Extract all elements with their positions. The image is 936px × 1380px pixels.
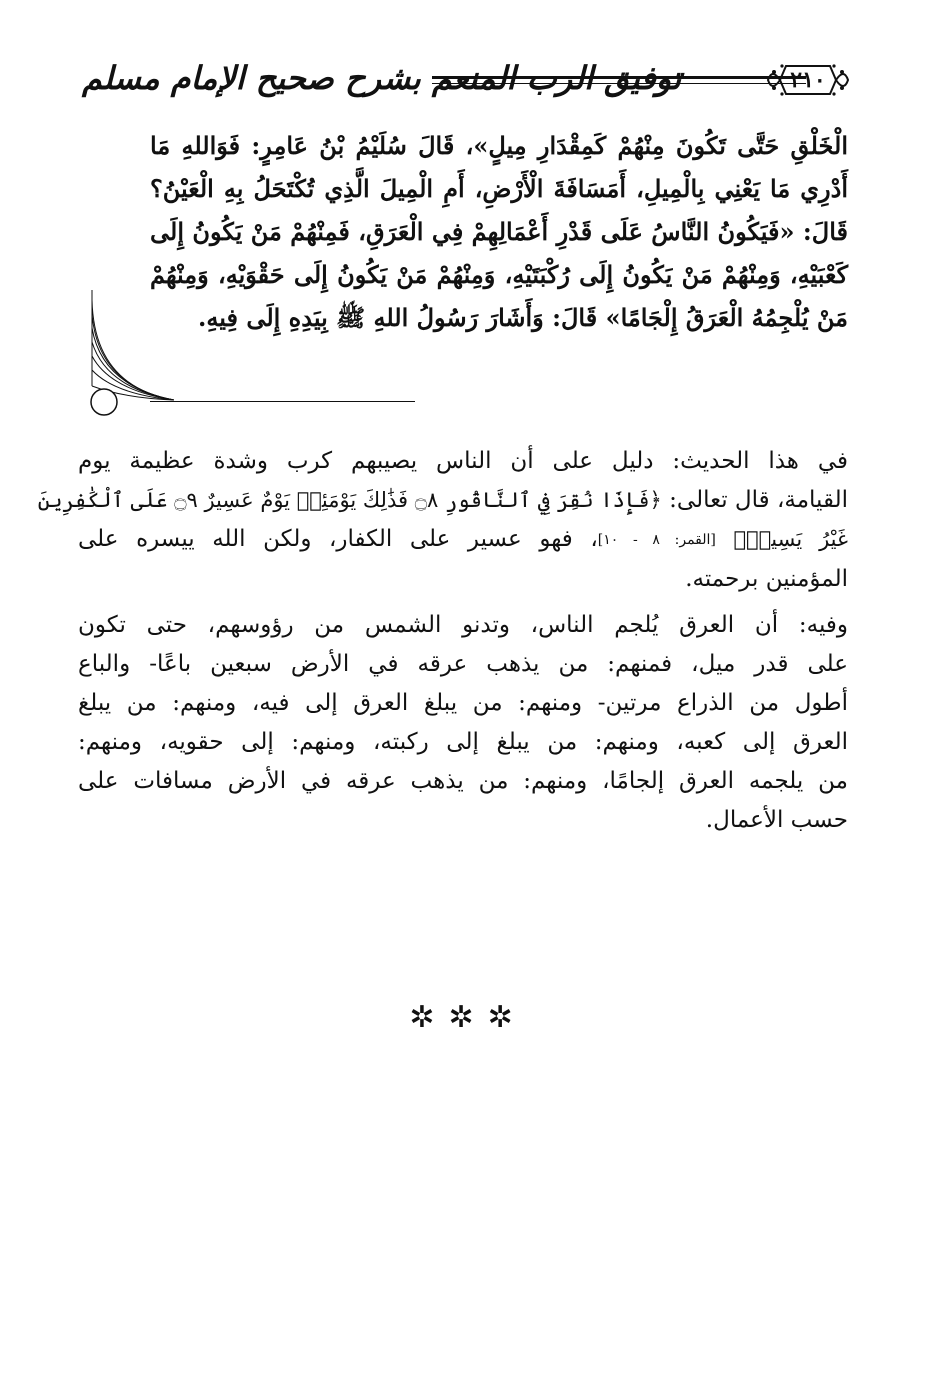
hadith-line: أَدْرِي مَا يَعْنِي بِالْمِيلِ، أَمَسَافَةَ الْأَرْضِ، أَمِ الْمِيلَ الَّذِي تُكْتَحَلُ بِهِ الْعَيْنُ؟ [150,174,848,203]
commentary-paragraph [78,606,848,840]
page-number: ٢١٠ [790,67,826,93]
commentary-line: على قدر ميل، فمنهم: من يذهب عرقه في الأرض سبعين باعًا- والباع [78,651,848,677]
header-rule-thin [432,83,806,84]
hadith-line: الْخَلْقِ حَتَّى تَكُونَ مِنْهُمْ كَمِقْدَارِ مِيلٍ»، قَالَ سُلَيْمُ بْنُ عَامِرٍ: فَوَاللهِ مَا [150,131,848,160]
commentary-text [37,442,848,847]
header-rule-thick [432,76,806,79]
quran-reference: [القمر: ٨ - ١٠] [597,532,716,548]
commentary-text-run: ، فهو عسير على الكفار، ولكن الله ييسره على [78,526,598,552]
commentary-line [78,520,848,560]
commentary-line: في هذا الحديث: دليل على أن الناس يصيبهم كرب وشدة عظيمة يوم [78,448,848,474]
section-separator-asterisms: ✲✲✲ [409,1000,527,1035]
commentary-line: حسب الأعمال. [705,807,848,833]
page-number-badge [766,58,850,102]
quran-verse: ﴿فَإِذَا نُقِرَ فِي ٱلنَّاقُورِ ۝٨ فَذَٰلِكَ يَوْمَئِذٖ يَوْمٌ عَسِيرٌ ۝٩ عَلَى ٱلْكَٰفِرِينَ [37,488,662,512]
commentary-text-run: القيامة، قال تعالى: [669,487,848,513]
quran-verse: غَيْرُ يَسِيرٖ﴾ [733,527,848,551]
hadith-line: كَعْبَيْهِ، وَمِنْهُمْ مَنْ يَكُونُ إِلَى رُكْبَتَيْهِ، وَمِنْهُمْ مَنْ يَكُونُ إِلَى حَقْوَيْهِ، وَمِنْهُمْ [150,260,848,289]
commentary-line: المؤمنين برحمته. [685,566,848,592]
commentary-line: العرق إلى كعبه، ومنهم: من يبلغ إلى ركبته، ومنهم: إلى حقويه، ومنهم: [78,729,848,755]
hadith-line: قَالَ: «فَيَكُونُ النَّاسُ عَلَى قَدْرِ أَعْمَالِهِمْ فِي الْعَرَقِ، فَمِنْهُمْ مَنْ يَكُونُ إِلَى [150,217,848,246]
commentary-line: وفيه: أن العرق يُلجم الناس، وتدنو الشمس من رؤوسهم، حتى تكون [78,612,848,638]
page-header [80,52,850,112]
book-title: توفيق الرب المنعم بشرح صحيح الإمام مسلم [82,59,682,97]
frame-bottom-rule [150,401,415,402]
commentary-line: من يلجمه العرق إلجامًا، ومنهم: من يذهب عرقه في الأرض مسافات على [78,768,848,794]
commentary-paragraph [37,442,848,599]
hadith-text-block [150,124,848,339]
commentary-line [37,481,848,520]
frame-corner-ornament-icon [84,290,174,430]
commentary-line: أطول من الذراع مرتين- ومنهم: من يبلغ العرق إلى فيه، ومنهم: من يبلغ [78,690,848,716]
hadith-line: مَنْ يُلْجِمُهُ الْعَرَقُ إِلْجَامًا» قَالَ: وَأَشَارَ رَسُولُ اللهِ ﷺ بِيَدِهِ إِلَى فِيهِ. [198,303,848,332]
